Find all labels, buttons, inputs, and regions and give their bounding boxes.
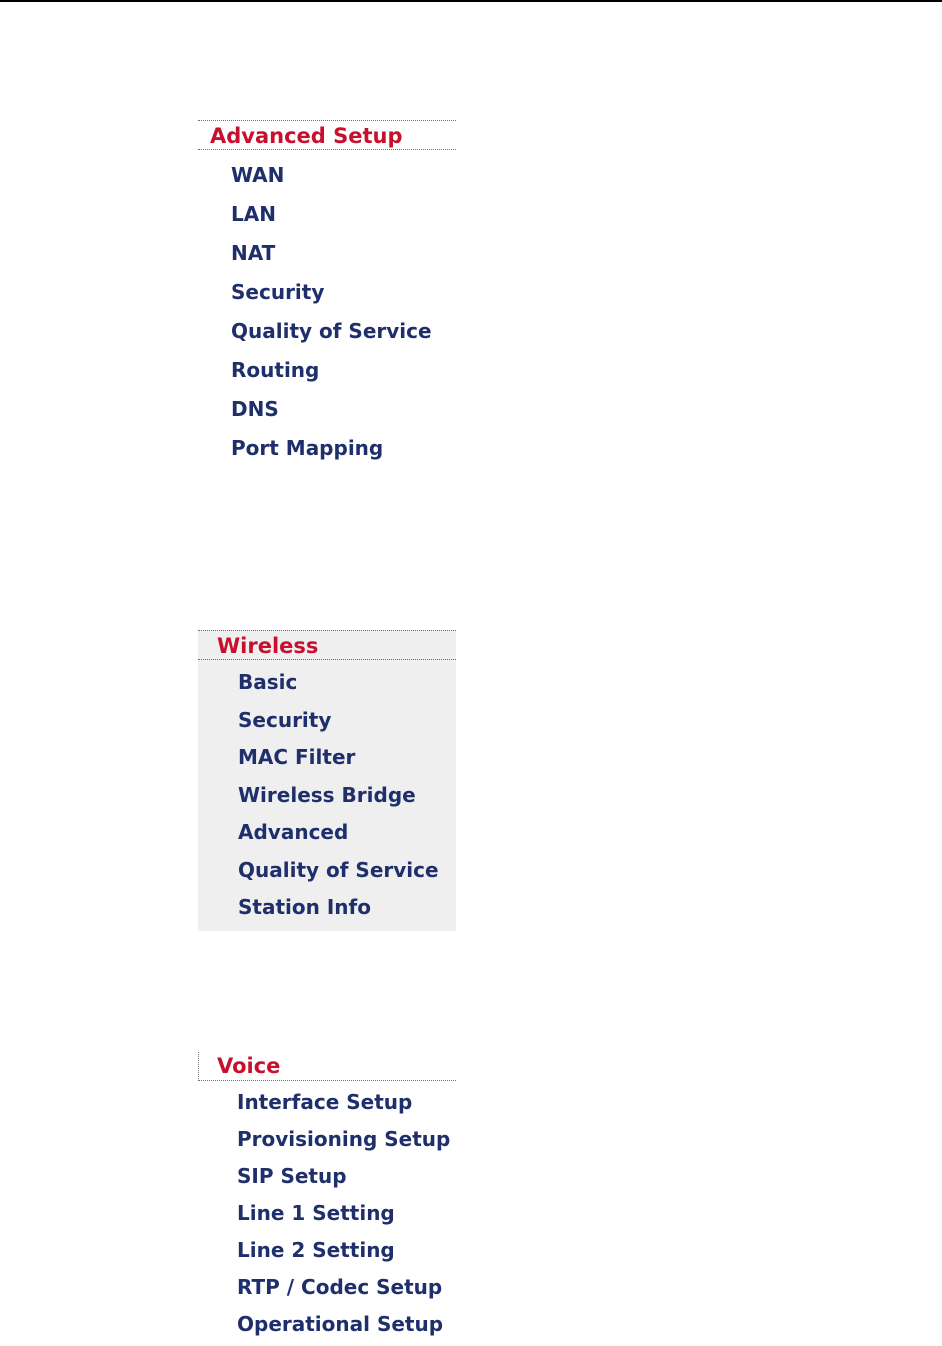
menu-item-nat[interactable]: NAT	[231, 241, 276, 265]
menu-item-port-mapping[interactable]: Port Mapping	[231, 436, 384, 460]
menu-item-wan[interactable]: WAN	[231, 163, 285, 187]
voice-header[interactable]: Voice	[198, 1052, 456, 1081]
menu-item-interface-setup[interactable]: Interface Setup	[237, 1090, 413, 1114]
menu-item-station-info[interactable]: Station Info	[238, 895, 371, 919]
menu-item-routing[interactable]: Routing	[231, 358, 320, 382]
wireless-menu	[198, 630, 456, 931]
menu-item-sip-setup[interactable]: SIP Setup	[237, 1164, 347, 1188]
menu-item-security[interactable]: Security	[231, 280, 325, 304]
wireless-header[interactable]: Wireless	[198, 630, 456, 660]
advanced-setup-header[interactable]: Advanced Setup	[198, 120, 456, 150]
menu-item-wireless-security[interactable]: Security	[238, 707, 332, 732]
voice-list	[198, 1081, 456, 1343]
page-top-rule	[0, 0, 942, 2]
menu-item-quality-of-service[interactable]: Quality of Service	[231, 319, 432, 343]
menu-item-wireless-basic[interactable]: Basic	[238, 670, 298, 694]
menu-item-wireless-quality-of-service[interactable]: Quality of Service	[238, 857, 439, 882]
menu-item-line-2-setting[interactable]: Line 2 Setting	[237, 1238, 395, 1262]
menu-item-line-1-setting[interactable]: Line 1 Setting	[237, 1201, 395, 1225]
menu-item-provisioning-setup[interactable]: Provisioning Setup	[237, 1127, 451, 1151]
menu-item-lan[interactable]: LAN	[231, 202, 276, 226]
menu-item-wireless-bridge[interactable]: Wireless Bridge	[238, 782, 416, 807]
menu-item-mac-filter[interactable]: MAC Filter	[238, 745, 356, 769]
advanced-setup-list	[198, 150, 456, 468]
advanced-setup-menu	[198, 120, 456, 468]
voice-menu	[198, 1052, 456, 1343]
menu-item-rtp-codec-setup[interactable]: RTP / Codec Setup	[237, 1275, 443, 1299]
menu-item-operational-setup[interactable]: Operational Setup	[237, 1312, 444, 1336]
wireless-list	[198, 660, 456, 931]
menu-item-wireless-advanced[interactable]: Advanced	[238, 820, 349, 844]
menu-item-dns[interactable]: DNS	[231, 397, 279, 421]
